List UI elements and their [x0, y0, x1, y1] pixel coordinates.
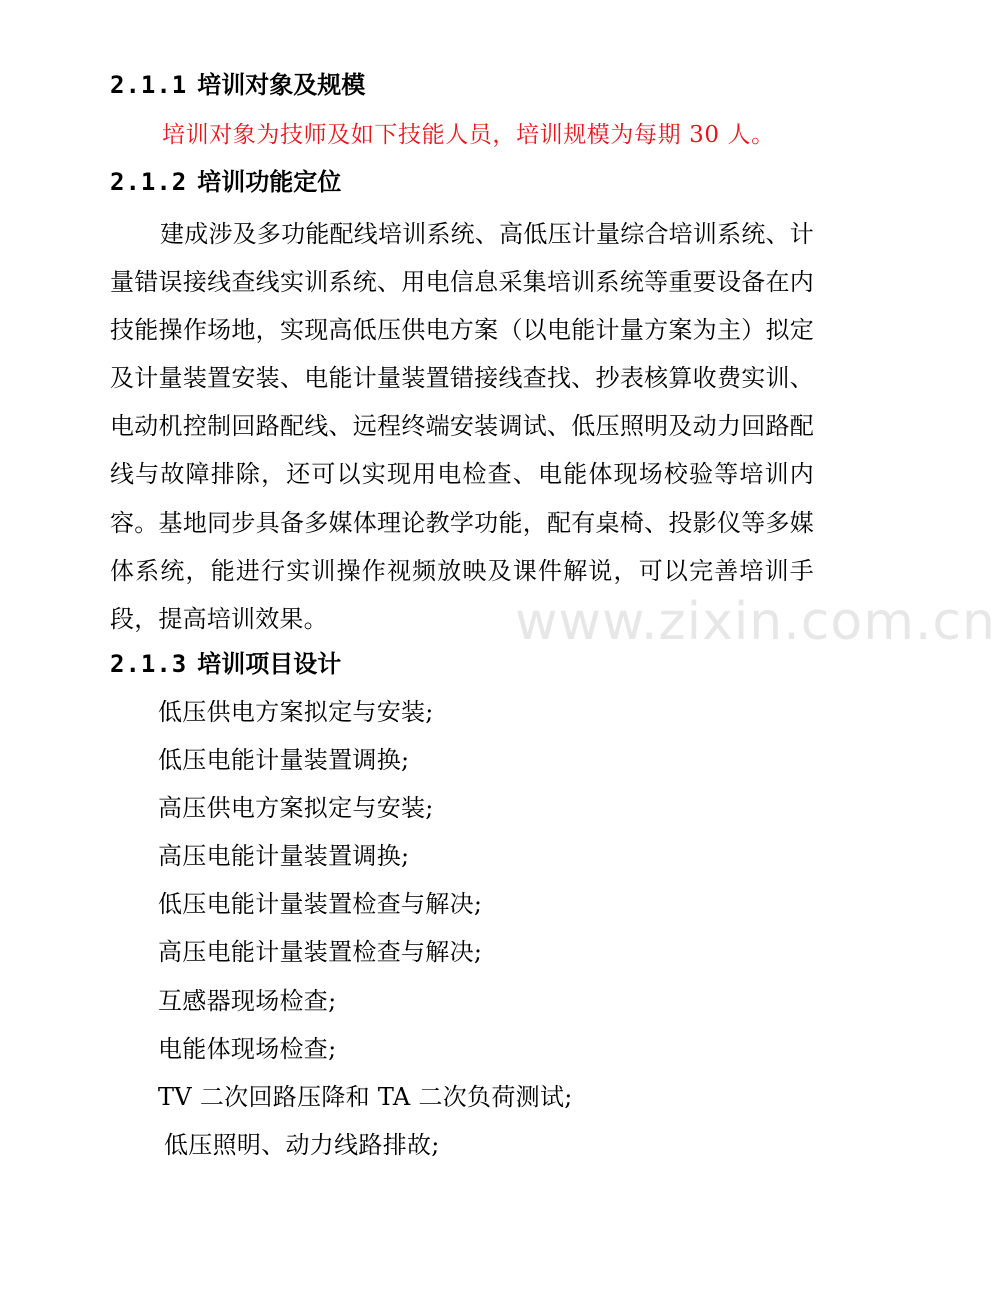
list-item: 低压照明、动力线路排故; [164, 1130, 440, 1159]
section-number: 2.1.1 [110, 71, 188, 99]
list-item: 低压电能计量装置检查与解决; [158, 890, 483, 919]
trainee-scale-statement: 培训对象为技师及如下技能人员，培训规模为每期 30 人。 [162, 122, 775, 148]
section-title: 培训功能定位 [197, 168, 342, 196]
section-number: 2.1.2 [110, 168, 188, 196]
section-heading-2-1-3 [110, 647, 341, 681]
section-heading-2-1-1 [110, 68, 365, 102]
watermark-text: www.zixin.com.cn [515, 592, 996, 652]
list-item: 高压电能计量装置检查与解决; [158, 938, 483, 967]
list-item: 互感器现场检查; [158, 986, 337, 1015]
list-item: 低压电能计量装置调换; [158, 746, 410, 775]
list-item: 电能体现场检查; [158, 1034, 337, 1063]
section-heading-2-1-2 [110, 165, 341, 199]
function-positioning-paragraph: 建成涉及多功能配线培训系统、高低压计量综合培训系统、计量错误接线查线实训系统、用电信息采集培训系统等重要设备在内技能操作场地，实现高低压供电方案（以电能计量方案为主）拟定及计量装置安装、电能计量装置错接线查找、抄表核算收费实训、电动机控制回路配线、远程终端安装调试、低压照明及动力回路配线与故障排除，还可以实现用电检查、电能体现场校验等培训内容。基地同步具备多媒体理论教学功能，配有桌椅、投影仪等多媒体系统，能进行实训操作视频放映及课件解说，可以完善培训手段，提高培训效果。 [110, 220, 814, 633]
list-item: 低压供电方案拟定与安装; [158, 698, 434, 726]
section-number: 2.1.3 [110, 650, 188, 678]
section-title: 培训项目设计 [197, 650, 342, 678]
list-item: 高压供电方案拟定与安装; [158, 794, 434, 823]
list-item: TV 二次回路压降和 TA 二次负荷测试; [158, 1082, 573, 1111]
list-item: 高压电能计量装置调换; [158, 842, 410, 871]
training-items-list [158, 688, 573, 1169]
section-title: 培训对象及规模 [197, 71, 366, 99]
